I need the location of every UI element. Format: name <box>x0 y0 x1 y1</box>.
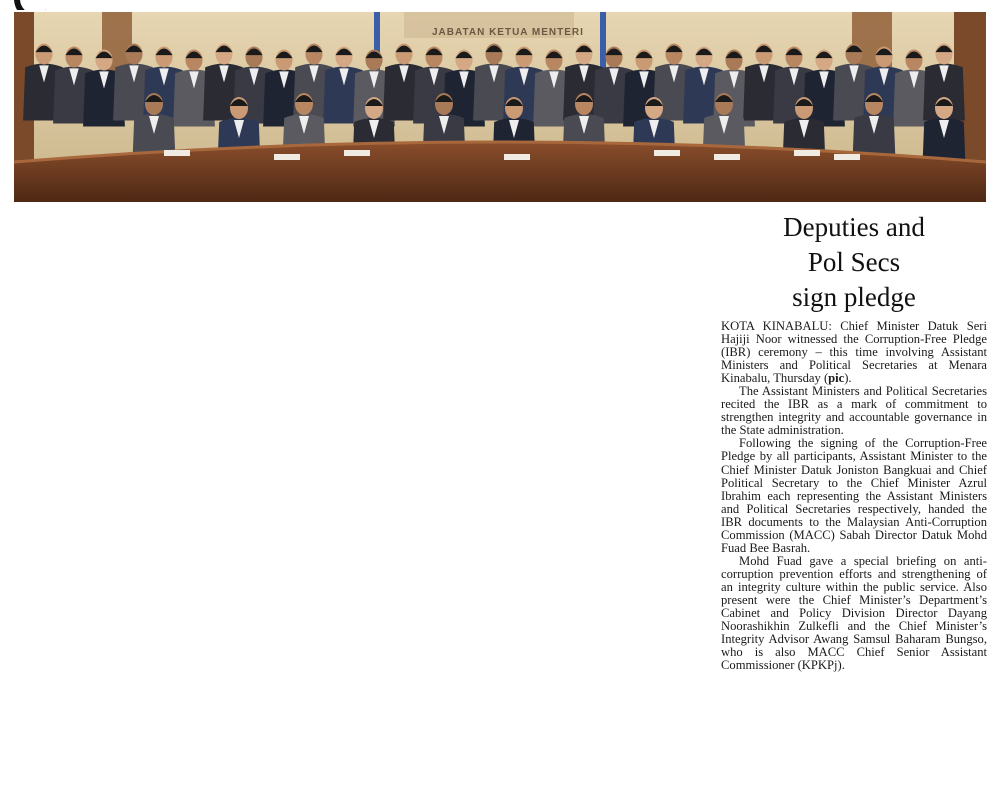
name-plate <box>714 154 740 160</box>
pic-reference: pic <box>828 371 845 386</box>
group-photo-illustration <box>14 12 986 202</box>
name-plate <box>794 150 820 156</box>
headline-line-2: Pol Secs <box>807 247 901 277</box>
name-plate <box>344 150 370 156</box>
previous-headline-fragment <box>0 0 1000 10</box>
paragraph-1-end: ). <box>844 371 852 386</box>
paragraph-2: The Assistant Ministers and Political Secretaries recited the IBR as a mark of commitment to strengthen integrity and accountable governance in the State administration. <box>721 384 987 438</box>
name-plate <box>654 150 680 156</box>
news-photo <box>14 12 986 202</box>
paragraph-1-text: Chief Minister Datuk Seri Hajiji Noor witnessed the Corruption-Free Pledge (IBR) ceremony – this time involving Assistant Ministers and Political Secretaries at Menara Kinabalu, Thursday ( <box>721 319 987 386</box>
photo-sign-text: JABATAN KETUA MENTERI <box>432 27 584 38</box>
paragraph-3: Following the signing of the Corruption-Free Pledge by all participants, Assistant Minister to the Chief Minister Datuk Joniston Bangkuai and Chief Political Secretary to the Chief Minister Azrul Ibrahim each representing the Assistant Ministers and Political Secretaries respectively, handed the IBR documents to the Malaysian Anti-Corruption Commission (MACC) Sabah Director Datuk Mohd Fuad Bee Basrah. <box>721 436 987 555</box>
headline-line-3: sign pledge <box>792 282 916 312</box>
article-headline <box>722 210 986 315</box>
dateline: KOTA KINABALU: <box>721 319 832 333</box>
name-plate <box>274 154 300 160</box>
name-plate <box>504 154 530 160</box>
name-plate <box>164 150 190 156</box>
paragraph-4: Mohd Fuad gave a special briefing on anti-corruption prevention efforts and strengthening of an integrity culture within the public service. Also present were the Chief Minister’s Department’s Cabinet and Policy Division Director Dayang Noorashikhin Zulkefli and the Chief Minister’s Integrity Advisor Awang Samsul Baharam Bungso, who is also MACC Chief Senior Assistant Commissioner (KPKPj). <box>721 553 987 673</box>
name-plate <box>834 154 860 160</box>
article-body <box>721 320 987 672</box>
headline-line-1: Deputies and <box>783 212 925 242</box>
paragraph-1 <box>721 320 987 385</box>
headline-letter-fragment <box>14 0 56 10</box>
